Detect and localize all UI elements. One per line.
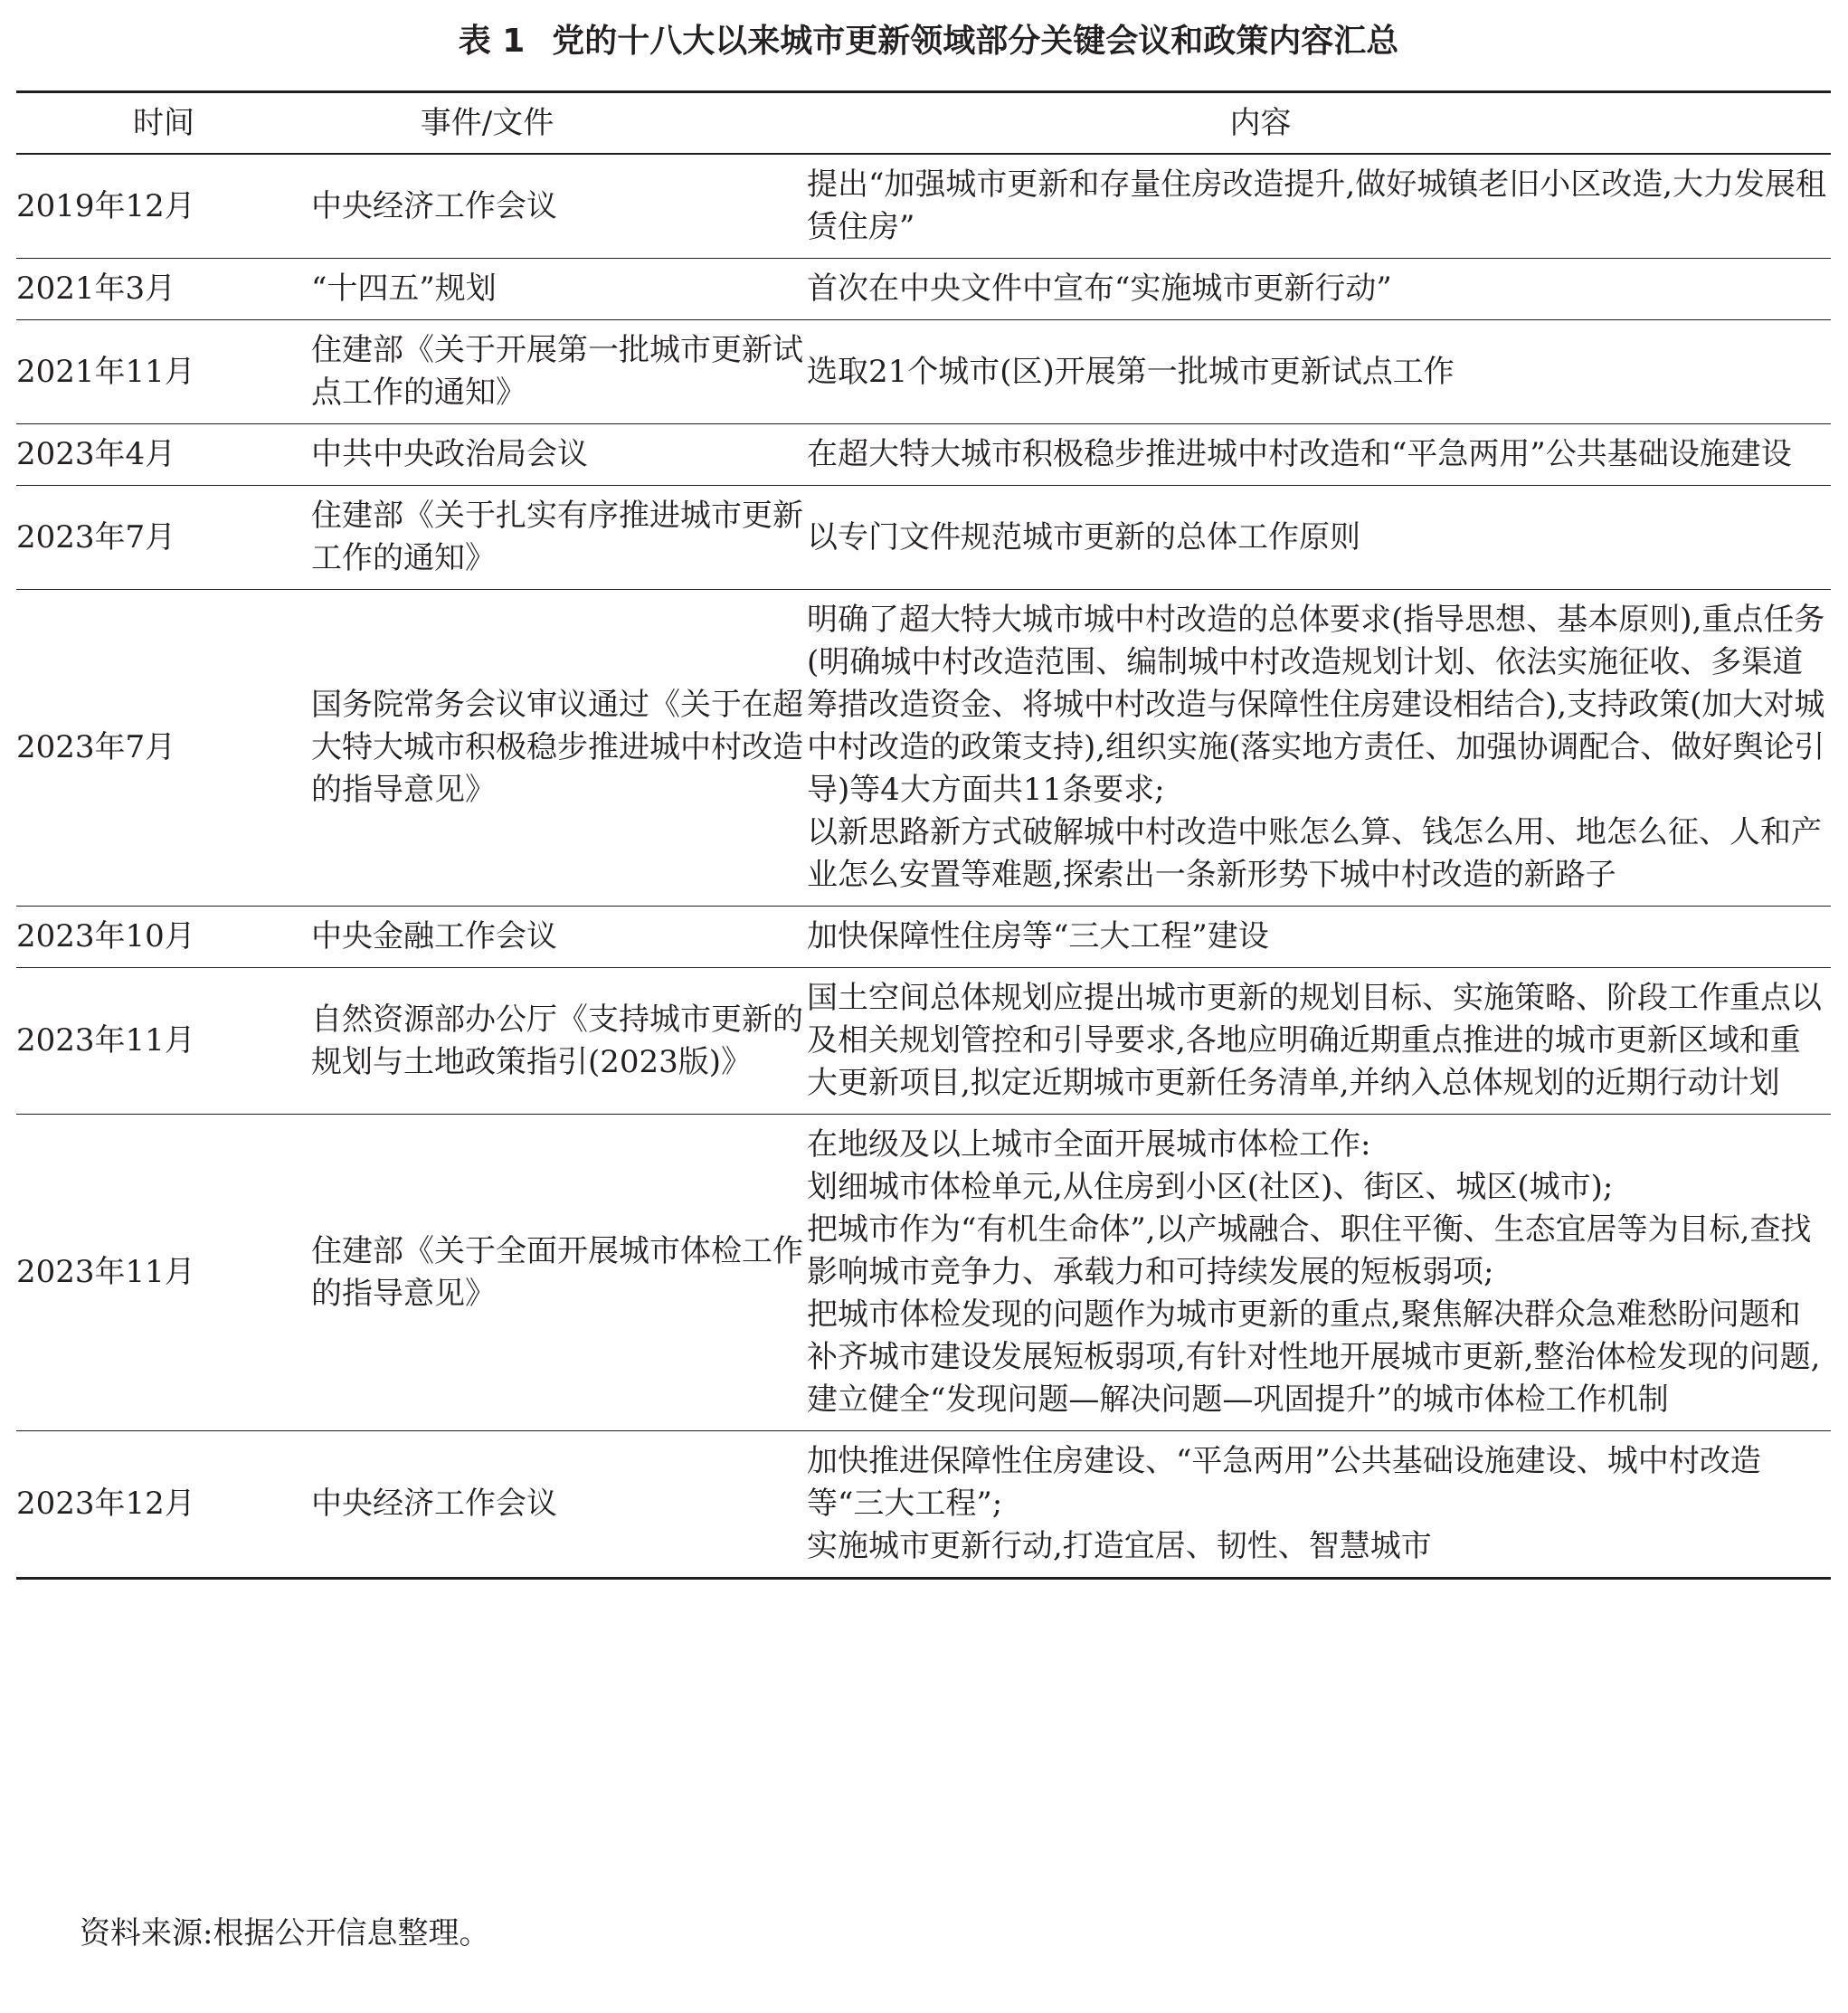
table-row xyxy=(16,320,1831,424)
cell-time: 2023年7月 xyxy=(16,486,311,590)
cell-time: 2023年11月 xyxy=(16,1115,311,1431)
header-content: 内容 xyxy=(807,92,1831,155)
event-text: 中央经济工作会议 xyxy=(311,1486,557,1522)
cell-content xyxy=(807,320,1831,424)
content-paragraph: 选取21个城市(区)开展第一批城市更新试点工作 xyxy=(807,353,1455,390)
content-paragraph: 以专门文件规范城市更新的总体工作原则 xyxy=(807,518,1360,555)
table-source-note: 资料来源:根据公开信息整理。 xyxy=(80,1915,490,1951)
table-row xyxy=(16,486,1831,590)
content-paragraph: 实施城市更新行动,打造宜居、韧性、智慧城市 xyxy=(807,1528,1432,1564)
table-row xyxy=(16,968,1831,1115)
cell-time: 2023年10月 xyxy=(16,907,311,968)
cell-time: 2023年11月 xyxy=(16,968,311,1115)
cell-content xyxy=(807,1115,1831,1431)
cell-content xyxy=(807,1431,1831,1579)
table-row xyxy=(16,1115,1831,1431)
event-text: “十四五”规划 xyxy=(311,271,497,307)
cell-content xyxy=(807,486,1831,590)
content-paragraph: 在地级及以上城市全面开展城市体检工作: xyxy=(807,1126,1371,1163)
content-paragraph: 提出“加强城市更新和存量住房改造提升,做好城镇老旧小区改造,大力发展租赁住房” xyxy=(807,166,1826,245)
event-text: 中央经济工作会议 xyxy=(311,187,557,224)
header-event: 事件/文件 xyxy=(311,92,807,155)
table-row xyxy=(16,590,1831,907)
header-time: 时间 xyxy=(16,92,311,155)
cell-event xyxy=(311,968,807,1115)
table-row xyxy=(16,259,1831,320)
cell-content xyxy=(807,259,1831,320)
content-paragraph: 明确了超大特大城市城中村改造的总体要求(指导思想、基本原则),重点任务(明确城中村改造范围、编制城中村改造规划计划、依法实施征收、多渠道筹措改造资金、将城中村改造与保障性住房建设相结合),支持政策(加大对城中村改造的政策支持),组织实施(落实地方责任、加强协调配合、做好舆论引导)等4大方面共11条要求; xyxy=(807,602,1825,808)
event-text: 住建部《关于全面开展城市体检工作的指导意见》 xyxy=(311,1232,803,1312)
cell-event xyxy=(311,590,807,907)
cell-time: 2021年11月 xyxy=(16,320,311,424)
content-paragraph: 加快保障性住房等“三大工程”建设 xyxy=(807,918,1269,954)
content-paragraph: 把城市体检发现的问题作为城市更新的重点,聚焦解决群众急难愁盼问题和补齐城市建设发展短板弱项,有针对性地开展城市更新,整治体检发现的问题,建立健全“发现问题—解决问题—巩固提升”的城市体检工作机制 xyxy=(807,1296,1821,1418)
table-header-row xyxy=(16,92,1831,155)
cell-content xyxy=(807,968,1831,1115)
cell-event xyxy=(311,424,807,486)
table-label: 表 1 xyxy=(458,23,526,60)
cell-event xyxy=(311,907,807,968)
content-paragraph: 加快推进保障性住房建设、“平急两用”公共基础设施建设、城中村改造等“三大工程”; xyxy=(807,1443,1761,1522)
cell-event xyxy=(311,259,807,320)
cell-event xyxy=(311,154,807,259)
cell-content xyxy=(807,590,1831,907)
content-paragraph: 划细城市体检单元,从住房到小区(社区)、街区、城区(城市); xyxy=(807,1169,1614,1205)
cell-event xyxy=(311,1115,807,1431)
cell-time: 2019年12月 xyxy=(16,154,311,259)
cell-time: 2023年4月 xyxy=(16,424,311,486)
content-paragraph: 以新思路新方式破解城中村改造中账怎么算、钱怎么用、地怎么征、人和产业怎么安置等难题,探索出一条新形势下城中村改造的新路子 xyxy=(807,814,1822,893)
event-text: 中共中央政治局会议 xyxy=(311,436,588,472)
policy-table xyxy=(16,90,1831,1580)
content-paragraph: 首次在中央文件中宣布“实施城市更新行动” xyxy=(807,271,1392,307)
event-text: 中央金融工作会议 xyxy=(311,918,557,954)
cell-time: 2023年12月 xyxy=(16,1431,311,1579)
cell-content xyxy=(807,907,1831,968)
cell-event xyxy=(311,486,807,590)
cell-time: 2023年7月 xyxy=(16,590,311,907)
table-row xyxy=(16,424,1831,486)
cell-time: 2021年3月 xyxy=(16,259,311,320)
table-row xyxy=(16,1431,1831,1579)
event-text: 国务院常务会议审议通过《关于在超大特大城市积极稳步推进城中村改造的指导意见》 xyxy=(311,687,803,808)
content-paragraph: 在超大特大城市积极稳步推进城中村改造和“平急两用”公共基础设施建设 xyxy=(807,436,1792,472)
event-text: 住建部《关于扎实有序推进城市更新工作的通知》 xyxy=(311,498,803,576)
cell-content xyxy=(807,154,1831,259)
cell-event xyxy=(311,320,807,424)
cell-content xyxy=(807,424,1831,486)
cell-event xyxy=(311,1431,807,1579)
table-title-text: 党的十八大以来城市更新领域部分关键会议和政策内容汇总 xyxy=(552,23,1399,60)
event-text: 住建部《关于开展第一批城市更新试点工作的通知》 xyxy=(311,332,803,411)
table-title xyxy=(0,16,1848,67)
content-paragraph: 把城市作为“有机生命体”,以产城融合、职住平衡、生态宜居等为目标,查找影响城市竞争力、承载力和可持续发展的短板弱项; xyxy=(807,1211,1812,1290)
table-row xyxy=(16,154,1831,259)
event-text: 自然资源部办公厅《支持城市更新的规划与土地政策指引(2023版)》 xyxy=(311,1001,803,1080)
content-paragraph: 国土空间总体规划应提出城市更新的规划目标、实施策略、阶段工作重点以及相关规划管控和引导要求,各地应明确近期重点推进的城市更新区域和重大更新项目,拟定近期城市更新任务清单,并纳入总体规划的近期行动计划 xyxy=(807,980,1822,1101)
table-row xyxy=(16,907,1831,968)
